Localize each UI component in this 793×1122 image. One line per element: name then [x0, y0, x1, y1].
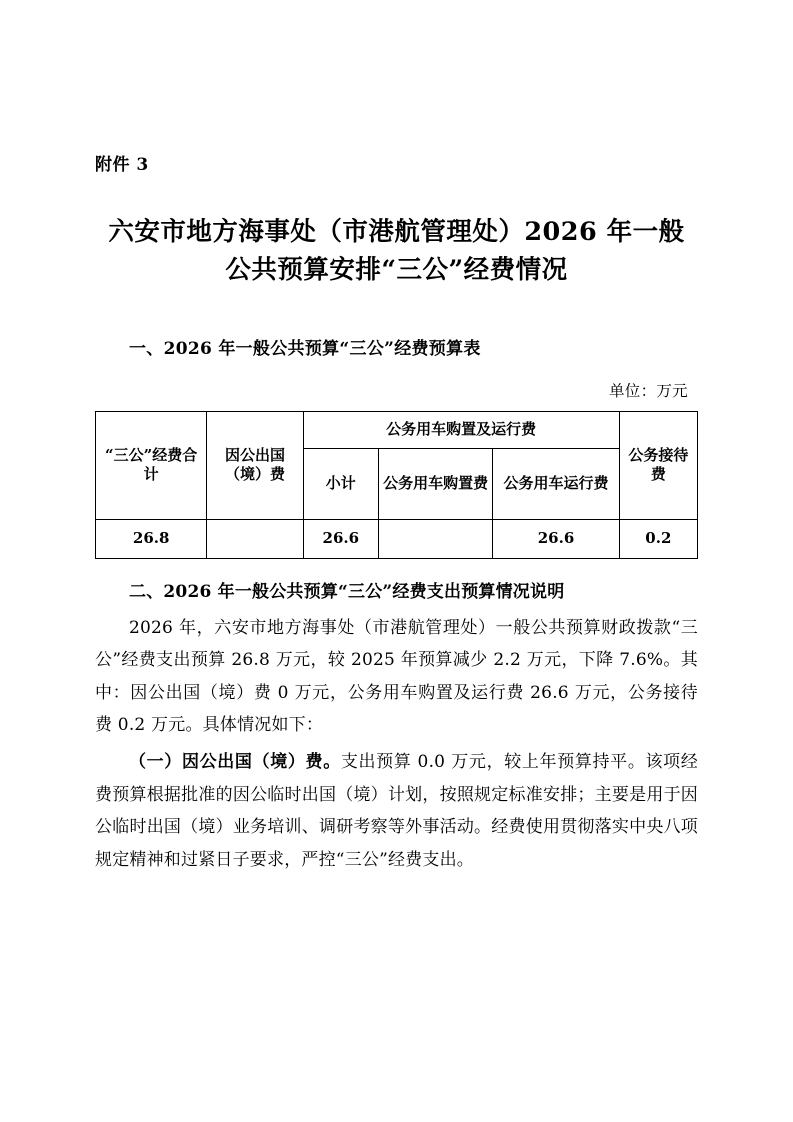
table-row [96, 519, 698, 558]
budget-table [95, 411, 698, 559]
paragraph-subsection [95, 746, 698, 877]
header-vehicle-subtotal: 小计 [303, 448, 378, 519]
header-vehicle-group: 公务用车购置及运行费 [303, 411, 619, 448]
cell-total: 26.8 [96, 519, 207, 558]
page-title: 六安市地方海事处（市港航管理处）2026 年一般公共预算安排“三公”经费情况 [108, 217, 685, 286]
cell-abroad [207, 519, 303, 558]
section-heading-1: 一、2026 年一般公共预算“三公”经费预算表 [129, 338, 481, 359]
header-hospitality: 公务接待费 [619, 411, 697, 519]
header-vehicle-purchase: 公务用车购置费 [378, 448, 492, 519]
subsection-label: （一）因公出国（境）费。 [129, 752, 341, 772]
header-vehicle-operation: 公务用车运行费 [493, 448, 619, 519]
header-total: “三公”经费合计 [96, 411, 207, 519]
unit-note: 单位：万元 [608, 381, 688, 400]
table-header-row-1 [96, 411, 698, 448]
paragraph-overview: 2026 年，六安市地方海事处（市港航管理处）一般公共预算财政拨款“三公”经费支出预算 26.8 万元，较 2025 年预算减少 2.2 万元，下降 7.6%。其中：因公出国（境）费 0 万元，公务用车购置及运行费 26.6 万元，公务接待费 0.2 万元。具体情况如下： [95, 617, 698, 736]
cell-vehicle-subtotal: 26.6 [303, 519, 378, 558]
cell-hospitality: 0.2 [619, 519, 697, 558]
subsection-text: 支出预算 0.0 万元，较上年预算持平。该项经费预算根据批准的因公临时出国（境）计划，按照规定标准安排；主要是用于因公临时出国（境）业务培训、调研考察等外事活动。经费使用贯彻落实中央八项规定精神和过紧日子要求，严控“三公”经费支出。 [95, 752, 698, 870]
header-abroad: 因公出国（境）费 [207, 411, 303, 519]
attachment-label: 附件 3 [95, 155, 149, 175]
section-heading-2: 二、2026 年一般公共预算“三公”经费支出预算情况说明 [129, 581, 565, 602]
cell-vehicle-operation: 26.6 [493, 519, 619, 558]
cell-vehicle-purchase [378, 519, 492, 558]
